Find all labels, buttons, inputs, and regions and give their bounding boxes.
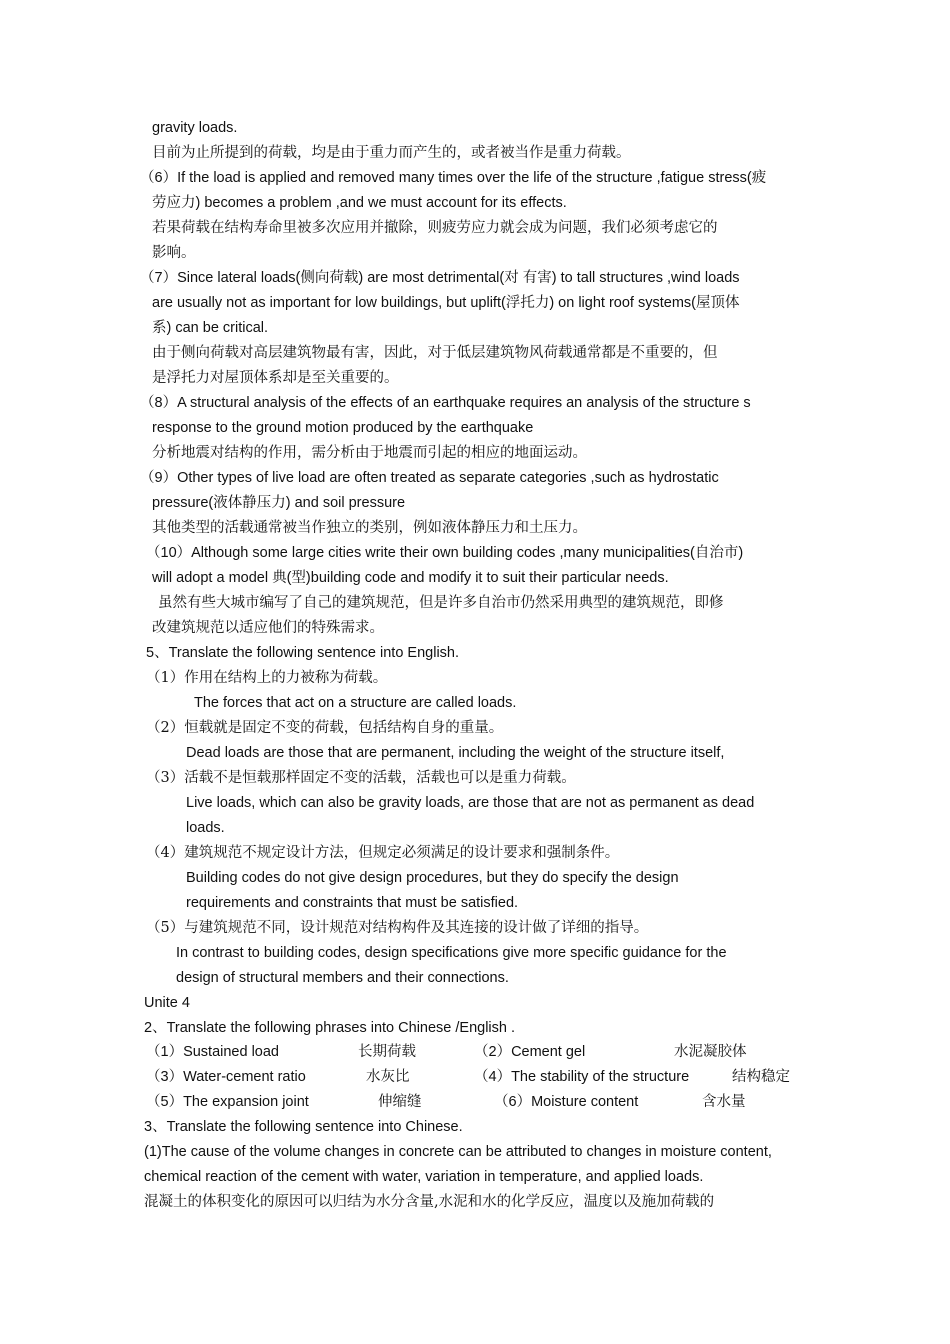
phrase-right: （6）Moisture content: [494, 1094, 639, 1110]
phrase-left: （3）Water-cement ratio: [146, 1069, 306, 1085]
line-34: In contrast to building codes, design specifications give more specific guidance for the: [176, 945, 727, 961]
section-3-heading: 3、Translate the following sentence into Chinese.: [144, 1119, 463, 1135]
line-28: Live loads, which can also be gravity loads, are those that are not as permanent as dead: [186, 795, 755, 811]
phrase-left: （5）The expansion joint: [146, 1094, 309, 1110]
line-32: requirements and constraints that must be satisfied.: [186, 895, 519, 911]
line-10: 由于侧向荷载对高层建筑物最有害，因此，对于低层建筑物风荷载通常都是不重要的，但: [152, 345, 718, 361]
line-29: loads.: [186, 820, 225, 836]
line-2: 目前为止所提到的荷载，均是由于重力而产生的，或者被当作是重力荷载。: [152, 145, 631, 161]
section-2-heading: 2、Translate the following phrases into Chinese /English .: [144, 1020, 516, 1036]
line-26: Dead loads are those that are permanent, including the weight of the structure itself,: [186, 745, 725, 761]
line-5: 若果荷载在结构寿命里被多次应用并撤除，则疲劳应力就会成为问题，我们必须考虑它的: [152, 220, 718, 236]
line-33: （5）与建筑规范不同，设计规范对结构构件及其连接的设计做了详细的指导。: [146, 920, 649, 936]
line-21: 改建筑规范以适应他们的特殊需求。: [152, 620, 384, 636]
line-9: 系) can be critical.: [152, 320, 269, 336]
line-11: 是浮托力对屋顶体系却是至关重要的。: [152, 370, 399, 386]
line-3: （6）If the load is applied and removed many times over the life of the structure ,fatigue stress(疲: [140, 170, 767, 186]
phrase-left-cn: 长期荷载: [358, 1044, 416, 1060]
line-16: pressure(液体静压力) and soil pressure: [152, 495, 406, 511]
section-5-heading: 5、Translate the following sentence into English.: [146, 645, 460, 661]
phrase-left: （1）Sustained load: [146, 1044, 279, 1060]
line-14: 分析地震对结构的作用，需分析由于地震而引起的相应的地面运动。: [152, 445, 587, 461]
line-1: gravity loads.: [152, 120, 238, 136]
line-4: 劳应力) becomes a problem ,and we must account for its effects.: [152, 195, 567, 211]
line-25: （2）恒载就是固定不变的荷载，包括结构自身的重量。: [146, 720, 504, 736]
phrase-right-cn: 含水量: [702, 1094, 746, 1110]
tail-line-4: 混凝土的体积变化的原因可以归结为水分含量,水泥和水的化学反应，温度以及施加荷载的: [144, 1194, 715, 1210]
tail-line-2: (1)The cause of the volume changes in concrete can be attributed to changes in moisture content,: [144, 1144, 772, 1160]
line-18: （10）Although some large cities write their own building codes ,many municipalities(自治市): [146, 545, 744, 561]
line-19: will adopt a model 典(型)building code and modify it to suit their particular needs.: [152, 570, 669, 586]
line-12: （8）A structural analysis of the effects of an earthquake requires an analysis of the structure s: [140, 395, 751, 411]
line-13: response to the ground motion produced by the earthquake: [152, 420, 534, 436]
line-20: 虽然有些大城市编写了自己的建筑规范，但是许多自治市仍然采用典型的建筑规范，即修: [158, 595, 724, 611]
line-30: （4）建筑规范不规定设计方法，但规定必须满足的设计要求和强制条件。: [146, 845, 620, 861]
phrase-right-cn: 水泥凝胶体: [674, 1044, 747, 1060]
line-17: 其他类型的活载通常被当作独立的类别，例如液体静压力和土压力。: [152, 520, 587, 536]
phrase-right-cn: 结构稳定: [732, 1069, 790, 1085]
line-8: are usually not as important for low buildings, but uplift(浮托力) on light roof systems(屋顶体: [152, 295, 740, 311]
line-24: The forces that act on a structure are called loads.: [194, 695, 517, 711]
line-31: Building codes do not give design procedures, but they do specify the design: [186, 870, 679, 886]
line-35: design of structural members and their connections.: [176, 970, 509, 986]
line-27: （3）活载不是恒载那样固定不变的活载，活载也可以是重力荷载。: [146, 770, 576, 786]
line-15: （9）Other types of live load are often treated as separate categories ,such as hydrostatic: [140, 470, 719, 486]
phrase-left-cn: 水灰比: [366, 1069, 410, 1085]
line-23: （1）作用在结构上的力被称为荷载。: [146, 670, 388, 686]
unit-heading: Unite 4: [144, 995, 190, 1011]
line-7: （7）Since lateral loads(侧向荷载) are most detrimental(对 有害) to tall structures ,wind loads: [140, 270, 740, 286]
line-6: 影响。: [152, 245, 196, 261]
tail-line-3: chemical reaction of the cement with water, variation in temperature, and applied loads.: [144, 1169, 704, 1185]
phrase-right: （2）Cement gel: [474, 1044, 586, 1060]
phrase-left-cn: 伸缩缝: [378, 1094, 422, 1110]
phrase-right: （4）The stability of the structure: [474, 1069, 690, 1085]
